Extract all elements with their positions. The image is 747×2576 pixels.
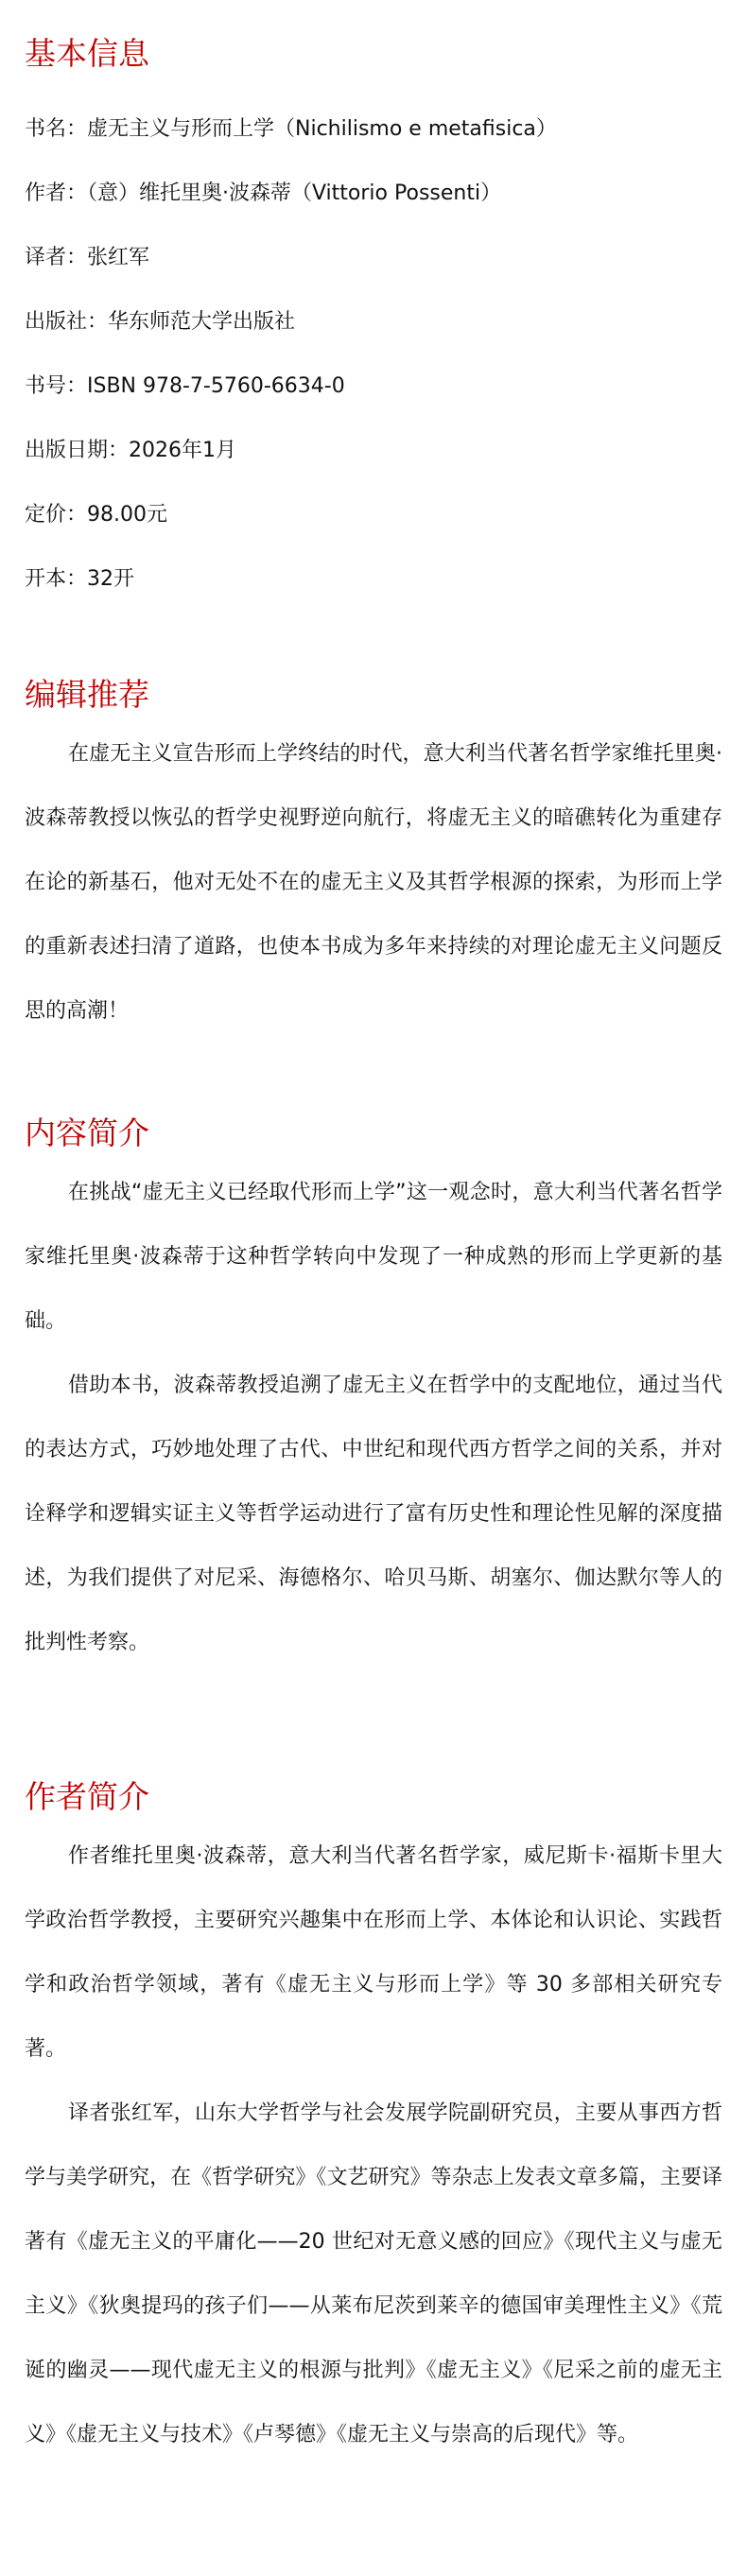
editor-recommendation-section <box>25 675 722 1044</box>
author-intro-paragraph-1: 作者维托里奥·波森蒂，意大利当代著名哲学家，威尼斯卡·福斯卡里大学政治哲学教授，主要研究兴趣集中在形而上学、本体论和认识论、实践哲学和政治哲学领域，著有《虚无主义与形而上学》等 30 多部相关研究专著。 <box>25 1844 722 2061</box>
info-isbn: 书号：ISBN 978-7-5760-6634-0 <box>25 374 345 398</box>
content-summary-heading: 内容简介 <box>25 1115 149 1151</box>
editor-recommendation-paragraph: 在虚无主义宣告形而上学终结的时代，意大利当代著名哲学家维托里奥·波森蒂教授以恢弘的哲学史视野逆向航行，将虚无主义的暗礁转化为重建存在论的新基石，他对无处不在的虚无主义及其哲学根源的探索，为形而上学的重新表述扫清了道路，也使本书成为多年来持续的对理论虚无主义问题反思的高潮！ <box>25 742 722 1023</box>
author-intro-heading: 作者简介 <box>25 1778 149 1815</box>
info-publisher: 出版社：华东师范大学出版社 <box>25 310 296 334</box>
editor-recommendation-heading: 编辑推荐 <box>25 676 149 713</box>
info-format: 开本：32开 <box>25 567 134 591</box>
basic-info-section <box>25 34 722 630</box>
translator-intro-paragraph: 译者张红军，山东大学哲学与社会发展学院副研究员，主要从事西方哲学与美学研究，在《哲学研究》《文艺研究》等杂志上发表文章多篇，主要译著有《虚无主义的平庸化——20 世纪对无意义感的回应》《现代主义与虚无主义》《狄奥提玛的孩子们——从莱布尼茨到莱辛的德国审美理性主义》《荒诞的幽灵——现代虚无主义的根源与批判》《虚无主义》《尼采之前的虚无主义》《虚无主义与技术》《卢琴德》《虚无主义与崇高的后现代》等。 <box>25 2101 722 2446</box>
content-summary-paragraph-1: 在挑战“虚无主义已经取代形而上学”这一观念时，意大利当代著名哲学家维托里奥·波森蒂于这种哲学转向中发现了一种成熟的形而上学更新的基础。 <box>25 1181 722 1333</box>
info-title: 书名：虚无主义与形而上学（Nichilismo e metafisica） <box>25 117 557 141</box>
basic-info-list <box>25 115 722 594</box>
basic-info-heading: 基本信息 <box>25 35 149 72</box>
content-summary-section <box>25 1114 722 1675</box>
author-intro-section <box>25 1777 722 2467</box>
info-pub-date: 出版日期：2026年1月 <box>25 439 236 462</box>
info-translator: 译者：张红军 <box>25 246 150 269</box>
info-price: 定价：98.00元 <box>25 503 167 527</box>
content-summary-paragraph-2: 借助本书，波森蒂教授追溯了虚无主义在哲学中的支配地位，通过当代的表达方式，巧妙地处理了古代、中世纪和现代西方哲学之间的关系，并对诠释学和逻辑实证主义等哲学运动进行了富有历史性和理论性见解的深度描述，为我们提供了对尼采、海德格尔、哈贝马斯、胡塞尔、伽达默尔等人的批判性考察。 <box>25 1374 722 1654</box>
info-author: 作者：（意）维托里奥·波森蒂（Vittorio Possenti） <box>25 182 502 205</box>
